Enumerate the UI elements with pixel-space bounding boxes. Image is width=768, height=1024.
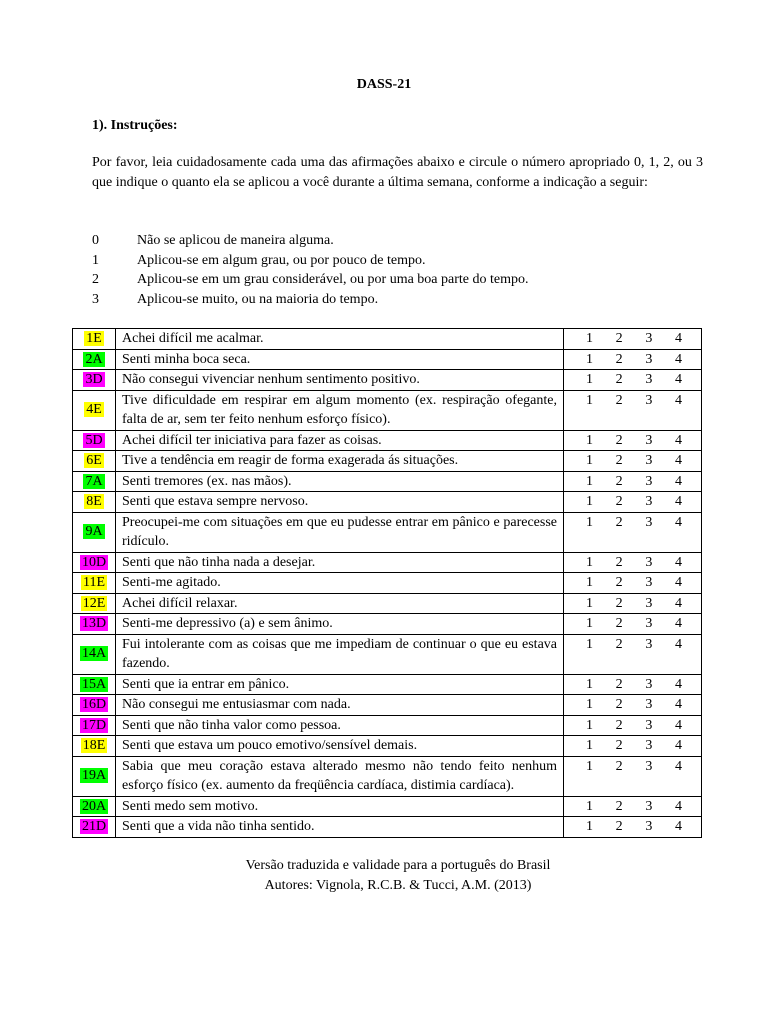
scale-row [92,290,529,310]
option-2[interactable]: 2 [615,676,623,692]
item-statement: Preocupei-me com situações em que eu pudesse entrar em pânico e parecesse ridículo. [116,512,564,552]
options-group [564,797,701,817]
item-statement: Não consegui vivenciar nenhum sentimento positivo. [116,370,564,391]
option-4[interactable]: 4 [674,697,682,712]
item-code-cell [73,573,116,594]
table-row [73,756,702,796]
item-code-cell [73,756,116,796]
item-code-cell [73,492,116,513]
item-options [564,370,702,391]
options-group [564,614,701,634]
option-3[interactable]: 3 [645,738,653,753]
option-2[interactable]: 2 [615,554,623,570]
scale-row [92,251,529,271]
item-code-cell [73,430,116,451]
option-3[interactable]: 3 [645,453,653,468]
option-4[interactable]: 4 [674,453,682,468]
footer [0,856,768,896]
option-1[interactable]: 1 [586,616,593,631]
item-statement: Achei difícil ter iniciativa para fazer as coisas. [116,430,564,451]
footer-translation-note: Versão traduzida e validade para a português do Brasil [245,858,551,873]
option-2[interactable]: 2 [615,819,623,834]
option-2[interactable]: 2 [615,575,623,590]
options-group [564,757,701,777]
table-row [73,329,702,350]
scale-row [92,231,529,251]
option-2[interactable]: 2 [615,616,623,631]
table-row [73,471,702,492]
item-options [564,492,702,513]
option-3[interactable]: 3 [645,575,653,590]
options-group [564,716,701,736]
option-3[interactable]: 3 [645,331,653,346]
options-group [564,675,701,695]
page-title: DASS-21 [356,77,412,92]
item-code-cell [73,329,116,350]
option-3[interactable]: 3 [645,473,653,489]
item-statement: Senti-me agitado. [116,573,564,594]
item-code-cell [73,695,116,716]
table-row [73,370,702,391]
option-2[interactable]: 2 [615,351,623,367]
option-2[interactable]: 2 [615,494,623,509]
table-row [73,634,702,674]
option-4[interactable]: 4 [674,676,682,692]
option-4[interactable]: 4 [674,636,682,652]
item-code: 16D [81,697,107,712]
option-2[interactable]: 2 [615,453,623,468]
item-statement: Senti que estava um pouco emotivo/sensível demais. [116,736,564,757]
option-3[interactable]: 3 [645,372,653,387]
item-statement: Senti que a vida não tinha sentido. [116,817,564,838]
item-options [564,390,702,430]
option-4[interactable]: 4 [674,758,682,774]
item-code-cell [73,370,116,391]
item-code: 15A [81,676,107,692]
item-code: 7A [85,473,103,489]
option-1[interactable]: 1 [586,697,593,712]
item-options [564,329,702,350]
option-1[interactable]: 1 [586,432,593,448]
option-4[interactable]: 4 [674,372,682,387]
option-2[interactable]: 2 [615,432,623,448]
item-code: 18E [82,738,106,753]
scale-number: 2 [92,272,99,287]
table-row [73,593,702,614]
item-options [564,512,702,552]
item-statement: Senti que não tinha valor como pessoa. [116,715,564,736]
item-statement: Senti que estava sempre nervoso. [116,492,564,513]
item-statement: Sabia que meu coração estava alterado mesmo não tendo feito nenhum esforço físico (ex. aumento da freqüência cardíaca, distimia cardíaca). [116,756,564,796]
option-3[interactable]: 3 [645,758,653,774]
option-4[interactable]: 4 [674,738,682,753]
item-code-cell [73,390,116,430]
option-1[interactable]: 1 [586,738,593,753]
item-options [564,614,702,635]
option-4[interactable]: 4 [674,494,682,509]
option-3[interactable]: 3 [645,392,653,408]
table-row [73,796,702,817]
option-3[interactable]: 3 [645,616,653,631]
option-2[interactable]: 2 [615,697,623,712]
option-2[interactable]: 2 [615,392,623,408]
option-4[interactable]: 4 [674,392,682,408]
option-1[interactable]: 1 [586,595,593,611]
option-4[interactable]: 4 [674,819,682,834]
item-statement: Senti tremores (ex. nas mãos). [116,471,564,492]
table-row [73,614,702,635]
scale-description: Não se aplicou de maneira alguma. [137,233,334,248]
option-2[interactable]: 2 [615,717,623,733]
option-4[interactable]: 4 [674,575,682,590]
item-code: 4E [86,402,102,418]
table-row [73,552,702,573]
item-statement: Achei difícil relaxar. [116,593,564,614]
item-statement: Senti medo sem motivo. [116,796,564,817]
item-code: 2A [85,351,103,367]
item-options [564,349,702,370]
option-4[interactable]: 4 [674,473,682,489]
scale-description: Aplicou-se em um grau considerável, ou por uma boa parte do tempo. [137,272,529,287]
option-1[interactable]: 1 [586,554,593,570]
item-statement: Tive a tendência em reagir de forma exagerada ás situações. [116,451,564,472]
item-statement: Tive dificuldade em respirar em algum momento (ex. respiração ofegante, falta de ar, sem ter feito nenhum esforço físico). [116,390,564,430]
option-4[interactable]: 4 [674,331,682,346]
option-4[interactable]: 4 [674,595,682,611]
item-code: 13D [81,616,107,631]
item-statement: Não consegui me entusiasmar com nada. [116,695,564,716]
option-1[interactable]: 1 [586,575,593,590]
item-code: 17D [81,717,107,733]
scale-row [92,270,529,290]
item-options [564,756,702,796]
item-options [564,451,702,472]
options-group [564,370,701,390]
item-code: 10D [81,554,107,570]
item-options [564,695,702,716]
option-1[interactable]: 1 [586,453,593,468]
option-1[interactable]: 1 [586,392,593,408]
scale-description: Aplicou-se em algum grau, ou por pouco de tempo. [137,252,426,268]
table-row [73,512,702,552]
table-row [73,451,702,472]
option-4[interactable]: 4 [674,514,682,530]
item-options [564,552,702,573]
options-group [564,431,701,451]
item-options [564,674,702,695]
option-3[interactable]: 3 [645,351,653,367]
item-options [564,796,702,817]
option-4[interactable]: 4 [674,798,682,814]
option-4[interactable]: 4 [674,616,682,631]
item-code-cell [73,736,116,757]
response-scale [92,231,529,309]
scale-number: 1 [92,252,99,268]
item-code: 3D [85,372,103,387]
option-3[interactable]: 3 [645,595,653,611]
table-row [73,349,702,370]
item-code: 14A [81,646,107,662]
item-statement: Senti-me depressivo (a) e sem ânimo. [116,614,564,635]
item-options [564,715,702,736]
option-3[interactable]: 3 [645,514,653,530]
item-code-cell [73,593,116,614]
section-heading: 1). Instruções: [92,118,178,133]
options-group [564,492,701,512]
option-3[interactable]: 3 [645,819,653,834]
option-2[interactable]: 2 [615,595,623,611]
option-1[interactable]: 1 [586,717,593,733]
item-code-cell [73,471,116,492]
table-row [73,736,702,757]
item-options [564,573,702,594]
options-group [564,573,701,593]
item-code-cell [73,634,116,674]
item-code: 5D [85,432,103,448]
options-group [564,350,701,370]
item-code-cell [73,614,116,635]
footer-authors: Autores: Vignola, R.C.B. & Tucci, A.M. (2013) [264,878,532,893]
table-row [73,695,702,716]
item-code: 21D [81,819,107,834]
options-group [564,695,701,715]
option-2[interactable]: 2 [615,798,623,814]
table-row [73,674,702,695]
item-options [564,430,702,451]
option-3[interactable]: 3 [645,798,653,814]
options-group [564,635,701,655]
item-code-cell [73,796,116,817]
option-2[interactable]: 2 [615,758,623,774]
option-1[interactable]: 1 [586,494,593,509]
item-code: 1E [86,331,102,346]
options-group [564,329,701,349]
item-code-cell [73,674,116,695]
option-2[interactable]: 2 [615,636,623,652]
option-4[interactable]: 4 [674,554,682,570]
scale-number: 3 [92,291,99,307]
item-code-cell [73,349,116,370]
option-3[interactable]: 3 [645,676,653,692]
item-options [564,593,702,614]
item-code-cell [73,552,116,573]
table-row [73,430,702,451]
table-row [73,492,702,513]
options-group [564,817,701,837]
option-2[interactable]: 2 [615,331,623,346]
item-options [564,471,702,492]
option-3[interactable]: 3 [645,554,653,570]
options-group [564,594,701,614]
item-code-cell [73,512,116,552]
option-4[interactable]: 4 [674,432,682,448]
item-statement: Senti que ia entrar em pânico. [116,674,564,695]
item-code: 12E [82,595,106,611]
option-1[interactable]: 1 [586,351,593,367]
table-row [73,715,702,736]
options-group [564,736,701,756]
item-code: 11E [82,575,106,590]
options-group [564,391,701,411]
option-3[interactable]: 3 [645,717,653,733]
options-group [564,472,701,492]
item-code: 8E [86,494,102,509]
table-row [73,817,702,838]
item-code: 6E [86,453,102,468]
option-1[interactable]: 1 [586,514,593,530]
option-3[interactable]: 3 [645,494,653,509]
option-3[interactable]: 3 [645,636,653,652]
item-statement: Fui intolerante com as coisas que me impediam de continuar o que eu estava fazendo. [116,634,564,674]
item-code: 9A [85,524,103,540]
item-code: 20A [81,798,107,814]
option-2[interactable]: 2 [615,738,623,753]
option-2[interactable]: 2 [615,514,623,530]
option-2[interactable]: 2 [615,372,623,387]
item-statement: Senti minha boca seca. [116,349,564,370]
item-options [564,817,702,838]
option-1[interactable]: 1 [586,331,593,346]
options-group [564,553,701,573]
scale-description: Aplicou-se muito, ou na maioria do tempo. [137,291,379,307]
option-1[interactable]: 1 [586,798,593,814]
options-group [564,513,701,533]
option-1[interactable]: 1 [586,636,593,652]
option-1[interactable]: 1 [586,676,593,692]
option-4[interactable]: 4 [674,717,682,733]
scale-number: 0 [92,233,99,248]
option-1[interactable]: 1 [586,473,593,489]
options-group [564,451,701,471]
option-3[interactable]: 3 [645,697,653,712]
item-code: 19A [81,768,107,784]
table-row [73,573,702,594]
item-options [564,736,702,757]
option-4[interactable]: 4 [674,351,682,367]
item-code-cell [73,451,116,472]
table-row [73,390,702,430]
item-code-cell [73,817,116,838]
option-1[interactable]: 1 [586,372,593,387]
item-statement: Senti que não tinha nada a desejar. [116,552,564,573]
item-statement: Achei difícil me acalmar. [116,329,564,350]
option-1[interactable]: 1 [586,819,593,834]
item-code-cell [73,715,116,736]
item-options [564,634,702,674]
option-2[interactable]: 2 [615,473,623,489]
questionnaire-table [72,328,702,838]
option-1[interactable]: 1 [586,758,593,774]
instructions-paragraph: Por favor, leia cuidadosamente cada uma das afirmações abaixo e circule o número apropriado 0, 1, 2, ou 3 que indique o quanto ela se aplicou a você durante a última semana, conforme a indicação a seguir: [92,155,703,190]
option-3[interactable]: 3 [645,432,653,448]
